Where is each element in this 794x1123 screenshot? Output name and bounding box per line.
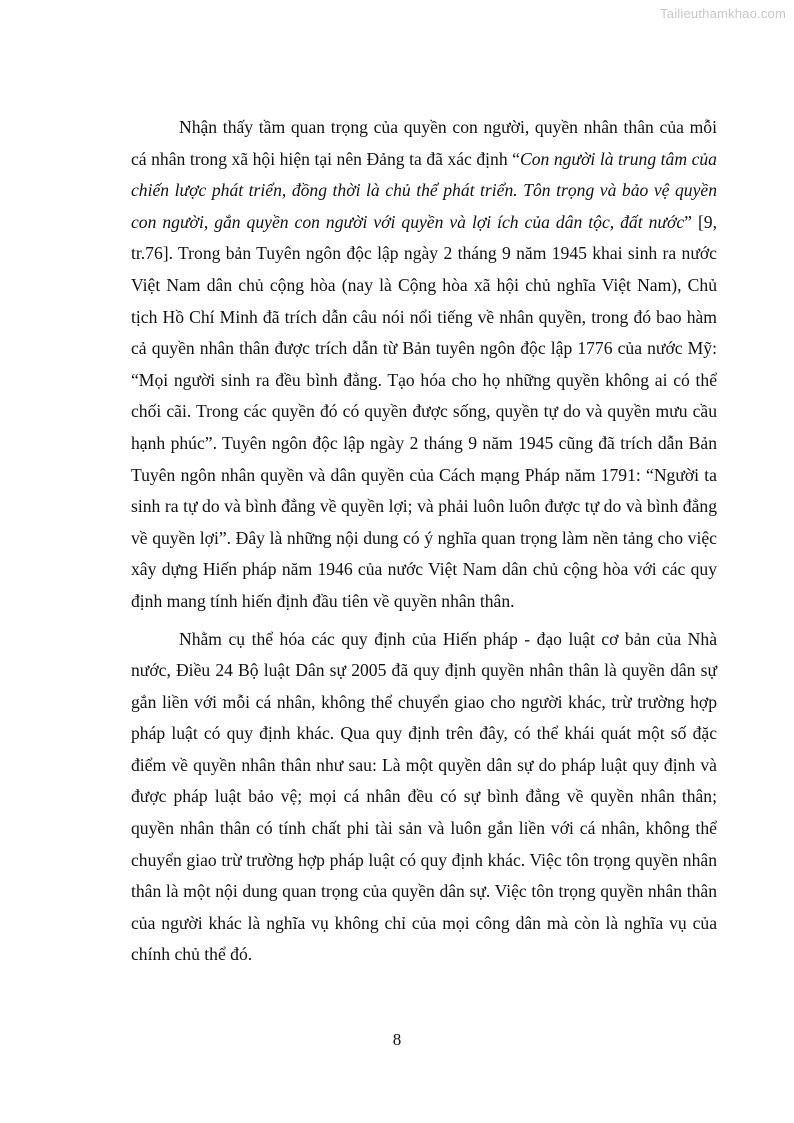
paragraph-1-text-rest: ” [9, tr.76]. Trong bản Tuyên ngôn độc lập ngày 2 tháng 9 năm 1945 khai sinh ra nước Việt Nam dân chủ cộng hòa (nay là Cộng hòa xã hội chủ nghĩa Việt Nam), Chủ tịch Hồ Chí Minh đã trích dẫn câu nói nổi tiếng về nhân quyền, trong đó bao hàm cả quyền nhân thân được trích dẫn từ Bản tuyên ngôn độc lập 1776 của nước Mỹ: “Mọi người sinh ra đều bình đẳng. Tạo hóa cho họ những quyền không ai có thể chối cãi. Trong các quyền đó có quyền được sống, quyền tự do và quyền mưu cầu hạnh phúc”. Tuyên ngôn độc lập ngày 2 tháng 9 năm 1945 cũng đã trích dẫn Bản Tuyên ngôn nhân quyền và dân quyền của Cách mạng Pháp năm 1791: “Người ta sinh ra tự do và bình đẳng về quyền lợi; và phải luôn luôn được tự do và bình đẳng về quyền lợi”. Đây là những nội dung có ý nghĩa quan trọng làm nền tảng cho việc xây dựng Hiến pháp năm 1946 của nước Việt Nam dân chủ cộng hòa với các quy định mang tính hiến định đầu tiên về quyền nhân thân. bbox=[131, 211, 718, 611]
watermark-text: Tailieuthamkhao.com bbox=[660, 6, 786, 21]
document-body bbox=[131, 112, 717, 971]
paragraph-2: Nhằm cụ thể hóa các quy định của Hiến pháp - đạo luật cơ bản của Nhà nước, Điều 24 Bộ luật Dân sự 2005 đã quy định quyền nhân thân là quyền dân sự gắn liền với mỗi cá nhân, không thể chuyển giao cho người khác, trừ trường hợp pháp luật có quy định khác. Qua quy định trên đây, có thể khái quát một số đặc điểm về quyền nhân thân như sau: Là một quyền dân sự do pháp luật quy định và được pháp luật bảo vệ; mọi cá nhân đều có sự bình đẳng về quyền nhân thân; quyền nhân thân có tính chất phi tài sản và luôn gắn liền với cá nhân, không thể chuyển giao trừ trường hợp pháp luật có quy định khác. Việc tôn trọng quyền nhân thân là một nội dung quan trọng của quyền dân sự. Việc tôn trọng quyền nhân thân của người khác là nghĩa vụ không chỉ của mọi công dân mà còn là nghĩa vụ của chính chủ thể đó. bbox=[131, 628, 717, 965]
party-quote-italic: Con người là trung tâm của chiến lược phát triển, đồng thời là chủ thể phát triển. Tôn trọng và bảo vệ quyền con người, gắn quyền con người với quyền và lợi ích của dân tộc, đất nước bbox=[131, 148, 717, 232]
paragraph-1 bbox=[131, 112, 717, 618]
paragraph-1-text-start: Nhận thấy tầm quan trọng của quyền con người, quyền nhân thân của mỗi cá nhân trong xã hội hiện tại nên Đảng ta đã xác định “ bbox=[131, 117, 717, 169]
page-number: 8 bbox=[392, 1030, 402, 1049]
